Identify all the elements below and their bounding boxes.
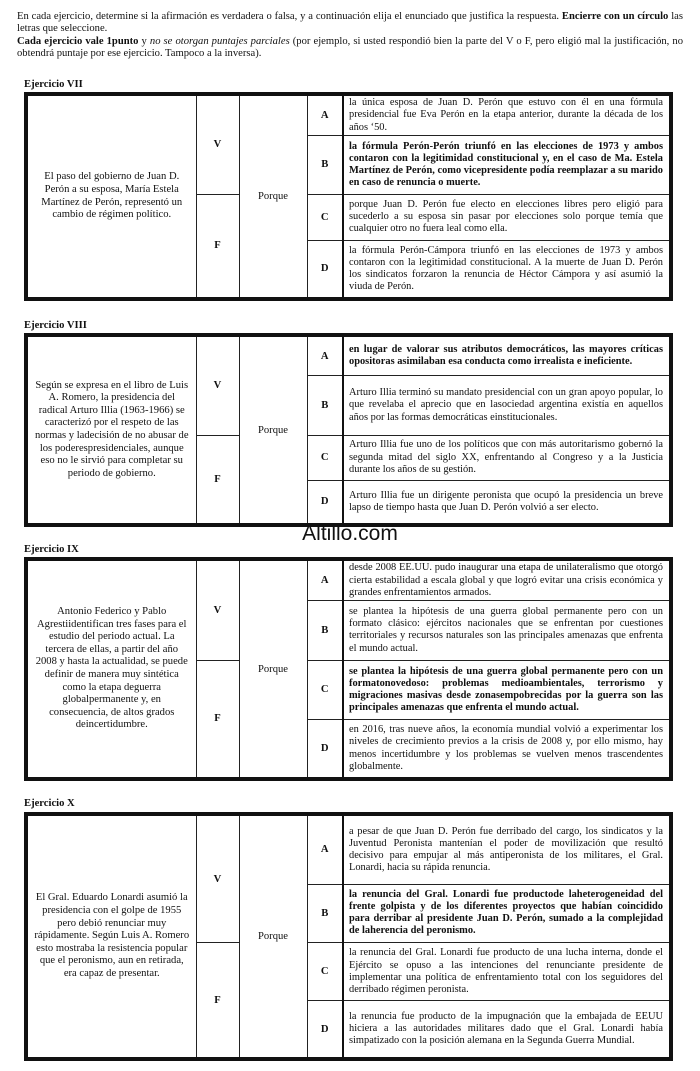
option-text-b: la fórmula Perón-Perón triunfó en las elecciones de 1973 y ambos contaron con la legitimidad constitucional y, en el caso de Ma. Estela Martínez de Perón, como vicepresidente podía reemplazar a su marido en caso de renuncia o muerte. bbox=[343, 135, 671, 194]
option-letter-d[interactable]: D bbox=[307, 480, 343, 525]
option-text-b: se plantea la hipótesis de una guerra global permanente pero con un formato clásico: ejércitos nacionales que se enfrentan por cuestiones territoriales y recursos naturales son las principales amenazas que enfrenta el mundo actual. bbox=[343, 601, 671, 660]
false-option[interactable]: F bbox=[196, 194, 239, 299]
option-text-a: la única esposa de Juan D. Perón que estuvo con él en una fórmula presidencial fue Eva Perón en la etapa anterior, durante la década de los años ‘50. bbox=[343, 94, 671, 135]
option-letter-b[interactable]: B bbox=[307, 884, 343, 942]
exercise-statement: Antonio Federico y Pablo Agrestiidentifican tres fases para el estudio del periodo actual. La tercera de ellas, a partir del año 2008 y hasta la actualidad, se puede definir de manera muy sintética como la etapa deguerra globalpermanente y, en consecuencia, de altos grados deincertidumbre. bbox=[26, 559, 196, 779]
exercise-statement: El paso del gobierno de Juan D. Perón a su esposa, María Estela Martínez de Perón, representó un cambio de régimen político. bbox=[26, 94, 196, 299]
exercise-table-viii bbox=[24, 333, 673, 527]
false-option[interactable]: F bbox=[196, 943, 239, 1059]
option-letter-a[interactable]: A bbox=[307, 559, 343, 601]
option-text-d: la renuncia fue producto de la impugnación que la embajada de EEUU hiciera a las autoridades militares dado que el Gral. Lonardi había simpatizado con la posición alemana en la Segunda Guerra Mundial. bbox=[343, 1001, 671, 1059]
instructions-emphasis: Encierre con un círculo bbox=[561, 11, 669, 22]
exercise-statement: El Gral. Eduardo Lonardi asumió la presidencia con el golpe de 1955 pero debió renunciar muy rápidamente. Según Luis A. Romero esto mostraba la resistencia popular que el peronismo, aun en retirada, era capaz de presentar. bbox=[26, 814, 196, 1059]
watermark: Altillo.com bbox=[302, 522, 398, 545]
option-text-b: Arturo Illia terminó su mandato presidencial con un gran apoyo popular, lo que revelaba el aprecio que en lasociedad argentina existía en aquellos años por las formas democráticas einstitucionales. bbox=[343, 376, 671, 435]
exercise-table-x bbox=[24, 812, 673, 1061]
option-letter-d[interactable]: D bbox=[307, 240, 343, 299]
option-letter-c[interactable]: C bbox=[307, 660, 343, 719]
scoring-emphasis: Cada ejercicio vale 1punto bbox=[17, 35, 139, 47]
exercise-title: Ejercicio VII bbox=[24, 79, 83, 90]
exercise-table-ix bbox=[24, 557, 673, 781]
instructions bbox=[17, 11, 683, 61]
option-text-c: se plantea la hipótesis de una guerra global permanente pero con un formatonovedoso: problemas medioambientales, terrorismo y migraciones masivas desde zonasempobrecidas por la guerra son las principales amenazas que enfrenta el mundo actual. bbox=[343, 660, 671, 719]
option-letter-c[interactable]: C bbox=[307, 194, 343, 240]
scoring-text: (por ejemplo, si usted respondió bien la parte del V o F, pero eligió mal la justificación, no obtendrá puntaje por ese ejercicio. Tampoco a la inversa). bbox=[17, 35, 684, 60]
false-option[interactable]: F bbox=[196, 435, 239, 525]
porque-label: Porque bbox=[239, 814, 307, 1059]
exercise-title: Ejercicio IX bbox=[24, 544, 79, 555]
instructions-text: las letras que seleccione. bbox=[17, 11, 683, 35]
true-option[interactable]: V bbox=[196, 94, 239, 194]
false-option[interactable]: F bbox=[196, 660, 239, 779]
option-text-c: porque Juan D. Perón fue electo en elecciones libres pero eligió para sucederlo a su esposa sin pasar por elecciones solo porque temía que cualquier otro no fuera leal como ella. bbox=[343, 194, 671, 240]
exercise-statement: Según se expresa en el libro de Luis A. Romero, la presidencia del radical Arturo Illia (1963-1966) se caracterizó por el respeto de las normas y ladecisión de no abusar de los poderespresidenciales, aunque eso no le sirvió para completar su periodo de gobierno. bbox=[26, 335, 196, 525]
option-letter-a[interactable]: A bbox=[307, 94, 343, 135]
option-letter-b[interactable]: B bbox=[307, 135, 343, 194]
porque-label: Porque bbox=[239, 335, 307, 525]
true-option[interactable]: V bbox=[196, 335, 239, 435]
true-option[interactable]: V bbox=[196, 559, 239, 660]
exercise-title: Ejercicio X bbox=[24, 798, 75, 809]
option-text-d: en 2016, tras nueve años, la economía mundial volvió a experimentar los niveles de crecimiento previos a la crisis de 2008 y, por ello mismo, hay menos incertidumbre y los problemas se vuelven menos trascendentes globalmente. bbox=[343, 720, 671, 779]
option-letter-c[interactable]: C bbox=[307, 943, 343, 1001]
option-text-d: la fórmula Perón-Cámpora triunfó en las elecciones de 1973 y ambos contaron con la legitimidad constitucional. A la muerte de Juan D. Perón los sindicatos forzaron la renuncia de Héctor Cámpora y así asumió la viuda de Perón. bbox=[343, 240, 671, 299]
option-text-c: la renuncia del Gral. Lonardi fue producto de una lucha interna, donde el Ejército se opuso a las intenciones del renunciante presidente de implementar una política de enfrentamiento total con los seguidores del derribado régimen peronista. bbox=[343, 943, 671, 1001]
porque-label: Porque bbox=[239, 94, 307, 299]
option-letter-a[interactable]: A bbox=[307, 814, 343, 884]
option-text-b: la renuncia del Gral. Lonardi fue productode laheterogeneidad del frente golpista y de los diferentes proyectos que habían coincidido para derribar al presidente Juan D. Perón, sumado a la complejidad de laherencia del peronismo. bbox=[343, 884, 671, 942]
option-text-a: desde 2008 EE.UU. pudo inaugurar una etapa de unilateralismo que otorgó cierta estabilidad a escala global y que logró evitar una crisis económica y grandes enfrentamientos armados. bbox=[343, 559, 671, 601]
porque-label: Porque bbox=[239, 559, 307, 779]
true-option[interactable]: V bbox=[196, 814, 239, 943]
instructions-text: En cada ejercicio, determine si la afirmación es verdadera o falsa, y a continuación elija el enunciado que justifica la respuesta. bbox=[17, 11, 562, 22]
option-letter-b[interactable]: B bbox=[307, 601, 343, 660]
scoring-italic: no se otorgan puntajes parciales bbox=[149, 35, 290, 47]
option-text-d: Arturo Illia fue un dirigente peronista que ocupó la presidencia un breve lapso de tiempo hasta que Juan D. Perón volvió a ser electo. bbox=[343, 480, 671, 525]
option-letter-c[interactable]: C bbox=[307, 435, 343, 480]
option-letter-a[interactable]: A bbox=[307, 335, 343, 376]
option-letter-d[interactable]: D bbox=[307, 720, 343, 779]
exercise-table-vii bbox=[24, 92, 673, 301]
option-text-a: a pesar de que Juan D. Perón fue derribado del cargo, los sindicatos y la Juventud Peronista mantenían el poder de movilización que resultó decisivo para empujar al más antiperonista de los militares, el Gral. Lonardi, hacia su rápida renuncia. bbox=[343, 814, 671, 884]
exercise-title: Ejercicio VIII bbox=[24, 320, 87, 331]
option-letter-b[interactable]: B bbox=[307, 376, 343, 435]
option-letter-d[interactable]: D bbox=[307, 1001, 343, 1059]
option-text-c: Arturo Illia fue uno de los políticos que con más autoritarismo gobernó la segunda mitad del siglo XX, enfrentando al Congreso y a la Justicia durante los años de su gestión. bbox=[343, 435, 671, 480]
scoring-text: y bbox=[138, 35, 150, 47]
option-text-a: en lugar de valorar sus atributos democráticos, las mayores críticas opositoras asimilaban esa conducta como irrealista e ineficiente. bbox=[343, 335, 671, 376]
